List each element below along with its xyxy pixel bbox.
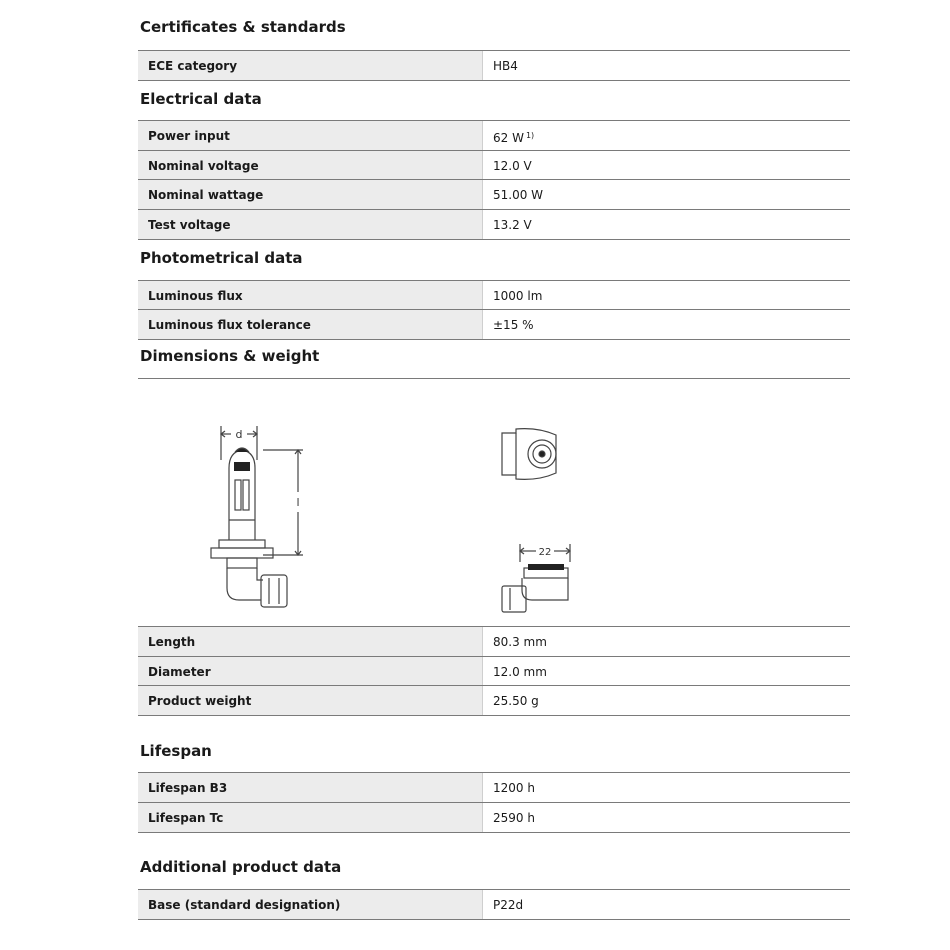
table-row [138, 209, 850, 239]
table-row [138, 656, 850, 686]
table-divider [138, 80, 850, 81]
row-label: Product weight [138, 686, 482, 715]
table-row [138, 772, 850, 802]
row-label: Nominal wattage [138, 180, 482, 209]
row-value: P22d [482, 890, 850, 919]
table-row [138, 889, 850, 919]
row-value [482, 121, 850, 150]
row-label: Nominal voltage [138, 151, 482, 180]
row-label: Lifespan Tc [138, 803, 482, 832]
row-label: Diameter [138, 657, 482, 686]
bulb-side-view-drawing [205, 420, 335, 620]
table-row [138, 309, 850, 339]
table-divider [138, 832, 850, 833]
dimension-label-width: 22 [538, 547, 552, 558]
table-divider [138, 715, 850, 716]
row-label: Base (standard designation) [138, 890, 482, 919]
table-row [138, 626, 850, 656]
row-value: 2590 h [482, 803, 850, 832]
row-value: ±15 % [482, 310, 850, 339]
row-label: ECE category [138, 51, 482, 80]
row-value: HB4 [482, 51, 850, 80]
row-value: 13.2 V [482, 210, 850, 239]
row-value: 25.50 g [482, 686, 850, 715]
table-divider [138, 378, 850, 379]
dimension-label-d: d [235, 428, 243, 441]
row-label: Lifespan B3 [138, 773, 482, 802]
section-title-electrical: Electrical data [140, 90, 262, 108]
section-title-photometrical: Photometrical data [140, 249, 303, 267]
table-row [138, 120, 850, 150]
row-value: 80.3 mm [482, 627, 850, 656]
table-divider [138, 919, 850, 920]
row-label: Luminous flux tolerance [138, 310, 482, 339]
table-row [138, 50, 850, 80]
row-label: Test voltage [138, 210, 482, 239]
dimension-label-l: l [296, 496, 300, 509]
section-title-certificates: Certificates & standards [140, 18, 346, 36]
table-row [138, 802, 850, 832]
row-value: 51.00 W [482, 180, 850, 209]
footnote-marker: 1) [525, 131, 535, 140]
row-value: 1000 lm [482, 281, 850, 310]
section-title-dimensions: Dimensions & weight [140, 347, 320, 365]
bulb-front-view-drawing [498, 425, 568, 485]
section-title-lifespan: Lifespan [140, 742, 212, 760]
section-title-additional: Additional product data [140, 858, 342, 876]
table-row [138, 685, 850, 715]
table-row [138, 150, 850, 180]
table-row [138, 280, 850, 310]
bulb-top-view-drawing [498, 540, 578, 620]
value-text: 62 W [493, 131, 524, 145]
row-label: Luminous flux [138, 281, 482, 310]
row-value: 12.0 V [482, 151, 850, 180]
row-label: Power input [138, 121, 482, 150]
table-divider [138, 239, 850, 240]
table-row [138, 179, 850, 209]
row-value: 1200 h [482, 773, 850, 802]
table-divider [138, 339, 850, 340]
row-value: 12.0 mm [482, 657, 850, 686]
row-label: Length [138, 627, 482, 656]
